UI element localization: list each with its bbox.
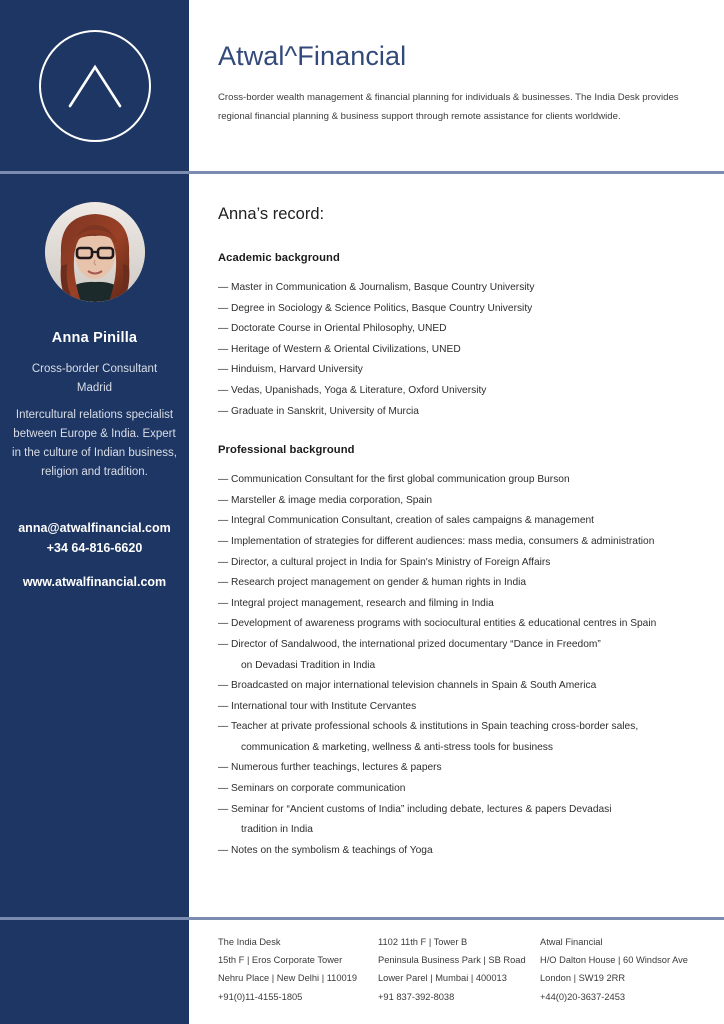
entry-text: Master in Communication & Journalism, Basque Country University bbox=[231, 282, 535, 293]
entry-text: Seminars on corporate communication bbox=[231, 783, 406, 795]
record-entry bbox=[218, 800, 700, 841]
record-entry bbox=[218, 573, 700, 594]
footer-divider bbox=[0, 917, 724, 920]
record-entry bbox=[218, 532, 700, 553]
entry-dash-icon: — bbox=[218, 618, 229, 630]
address-line: Atwal Financial bbox=[540, 937, 603, 947]
address-column bbox=[218, 933, 378, 1006]
person-role bbox=[0, 360, 189, 398]
address-line: Nehru Place | New Delhi | 110019 bbox=[218, 973, 358, 984]
record-entry bbox=[218, 278, 700, 299]
academic-heading: Academic background bbox=[218, 252, 340, 264]
entry-text: Director of Sandalwood, the international prized documentary “Dance in Freedom” on Devadasi Tradition in India bbox=[231, 635, 700, 676]
entry-text: Heritage of Western & Oriental Civilizations, UNED bbox=[231, 343, 461, 355]
address-line: H/O Dalton House | 60 Windsor Ave bbox=[540, 955, 688, 966]
entry-dash-icon: — bbox=[218, 384, 229, 396]
record-entry bbox=[218, 697, 700, 718]
record-title: Anna’s record: bbox=[218, 205, 325, 223]
entry-dash-icon: — bbox=[218, 721, 229, 733]
entry-dash-icon: — bbox=[218, 700, 229, 712]
address-column bbox=[378, 933, 540, 1006]
contact-website[interactable]: www.atwalfinancial.com bbox=[22, 574, 167, 589]
entry-dash-icon: — bbox=[218, 762, 229, 774]
contact-block bbox=[0, 518, 189, 592]
brand-title: Atwal^Financial bbox=[218, 41, 407, 71]
entry-text: Notes on the symbolism & teachings of Yoga bbox=[231, 844, 433, 856]
record-entry bbox=[218, 340, 700, 361]
address-line: London | SW19 2RR bbox=[540, 973, 626, 984]
address-column bbox=[540, 933, 700, 1006]
record-entry bbox=[218, 360, 700, 381]
entry-dash-icon: — bbox=[218, 680, 229, 692]
entry-text: Seminar for “Ancient customs of India” including debate, lectures & papers Devadasi tradition in India bbox=[231, 800, 700, 841]
entry-dash-icon: — bbox=[218, 535, 229, 547]
entry-dash-icon: — bbox=[218, 803, 229, 815]
entry-dash-icon: — bbox=[218, 783, 229, 795]
entry-dash-icon: — bbox=[218, 515, 229, 527]
record-entry bbox=[218, 717, 700, 758]
person-name: Anna Pinilla bbox=[51, 330, 138, 346]
address-line: The India Desk bbox=[218, 937, 281, 947]
record-entry bbox=[218, 841, 700, 862]
entry-dash-icon: — bbox=[218, 282, 229, 293]
entry-dash-icon: — bbox=[218, 302, 229, 314]
record-entry bbox=[218, 553, 700, 574]
footer-addresses bbox=[218, 933, 700, 1006]
record-entry bbox=[218, 491, 700, 512]
entry-text: Development of awareness programs with sociocultural entities & educational centres in Spain bbox=[231, 618, 657, 630]
address-line: Lower Parel | Mumbai | 400013 bbox=[378, 973, 507, 984]
contact-email[interactable]: anna@atwalfinancial.com bbox=[18, 521, 171, 535]
record-entry bbox=[218, 635, 700, 676]
address-phone[interactable]: +91 837-392-8038 bbox=[378, 991, 455, 1002]
entry-text: Degree in Sociology & Science Politics, Basque Country University bbox=[231, 302, 533, 314]
entry-text: Integral Communication Consultant, creation of sales campaigns & management bbox=[231, 515, 594, 527]
entry-text: Marsteller & image media corporation, Spain bbox=[231, 494, 433, 506]
entry-text: Communication Consultant for the first global communication group Burson bbox=[231, 474, 570, 486]
record-entry bbox=[218, 402, 700, 423]
entry-text: Broadcasted on major international television channels in Spain & South America bbox=[231, 680, 597, 692]
record-entry bbox=[218, 319, 700, 340]
record-entry bbox=[218, 779, 700, 800]
address-line: 15th F | Eros Corporate Tower bbox=[218, 955, 343, 966]
entry-text-continued: on Devadasi Tradition in India bbox=[241, 659, 376, 671]
entry-text: Implementation of strategies for different audiences: mass media, consumers & administration bbox=[231, 535, 655, 547]
record-entry bbox=[218, 299, 700, 320]
entry-text: Teacher at private professional schools & institutions in Spain teaching cross-border sales, communication & marketing, wellness & anti-stress tools for business bbox=[231, 717, 700, 758]
entry-text: Integral project management, research and filming in India bbox=[231, 597, 494, 609]
academic-list bbox=[218, 278, 700, 422]
entry-text: Doctorate Course in Oriental Philosophy, UNED bbox=[231, 323, 447, 335]
record-entry bbox=[218, 758, 700, 779]
entry-text: Vedas, Upanishads, Yoga & Literature, Oxford University bbox=[231, 384, 487, 396]
entry-dash-icon: — bbox=[218, 597, 229, 609]
person-role-line2: Madrid bbox=[76, 381, 113, 394]
record-entry bbox=[218, 511, 700, 532]
entry-dash-icon: — bbox=[218, 405, 229, 417]
record-section bbox=[218, 205, 700, 883]
brand-tagline: Cross-border wealth management & financial planning for individuals & businesses. The India Desk provides regional financial planning & business support through remote assistance for clients worldwide. bbox=[218, 91, 679, 122]
portrait-photo-avatar bbox=[45, 202, 145, 302]
record-entry bbox=[218, 614, 700, 635]
entry-dash-icon: — bbox=[218, 577, 229, 589]
person-bio: Intercultural relations specialist between Europe & India. Expert in the culture of Indian business, religion and tradition. bbox=[12, 409, 177, 478]
record-entry bbox=[218, 594, 700, 615]
professional-heading: Professional background bbox=[218, 444, 355, 457]
entry-dash-icon: — bbox=[218, 638, 229, 650]
entry-text: Director, a cultural project in India for Spain's Ministry of Foreign Affairs bbox=[231, 556, 551, 568]
entry-text: Hinduism, Harvard University bbox=[231, 364, 363, 376]
entry-text-continued: communication & marketing, wellness & anti-stress tools for business bbox=[241, 741, 553, 753]
entry-text-continued: tradition in India bbox=[241, 824, 313, 836]
address-line: 1102 11th F | Tower B bbox=[378, 937, 468, 947]
entry-dash-icon: — bbox=[218, 323, 229, 335]
sidebar-panel bbox=[0, 0, 189, 1024]
entry-text: Numerous further teachings, lectures & papers bbox=[231, 762, 442, 774]
contact-phone[interactable]: +34 64-816-6620 bbox=[46, 541, 143, 556]
entry-dash-icon: — bbox=[218, 364, 229, 376]
entry-dash-icon: — bbox=[218, 474, 229, 486]
address-phone[interactable]: +44(0)20-3637-2453 bbox=[540, 991, 626, 1002]
address-phone[interactable]: +91(0)11-4155-1805 bbox=[218, 991, 303, 1002]
entry-dash-icon: — bbox=[218, 556, 229, 568]
record-entry bbox=[218, 470, 700, 491]
professional-list bbox=[218, 470, 700, 861]
entry-text: Graduate in Sanskrit, University of Murcia bbox=[231, 405, 419, 417]
entry-dash-icon: — bbox=[218, 343, 229, 355]
chevron-up-in-circle-logo-icon bbox=[39, 30, 151, 142]
person-role-line1: Cross-border Consultant bbox=[31, 363, 158, 375]
record-entry bbox=[218, 381, 700, 402]
address-line: Peninsula Business Park | SB Road bbox=[378, 955, 526, 966]
masthead bbox=[218, 42, 688, 126]
entry-text: International tour with Institute Cervantes bbox=[231, 700, 417, 712]
record-entry bbox=[218, 676, 700, 697]
entry-dash-icon: — bbox=[218, 844, 229, 856]
entry-dash-icon: — bbox=[218, 494, 229, 506]
entry-text: Research project management on gender & human rights in India bbox=[231, 577, 527, 589]
header-divider bbox=[0, 171, 724, 174]
brand-logo[interactable] bbox=[39, 30, 151, 142]
